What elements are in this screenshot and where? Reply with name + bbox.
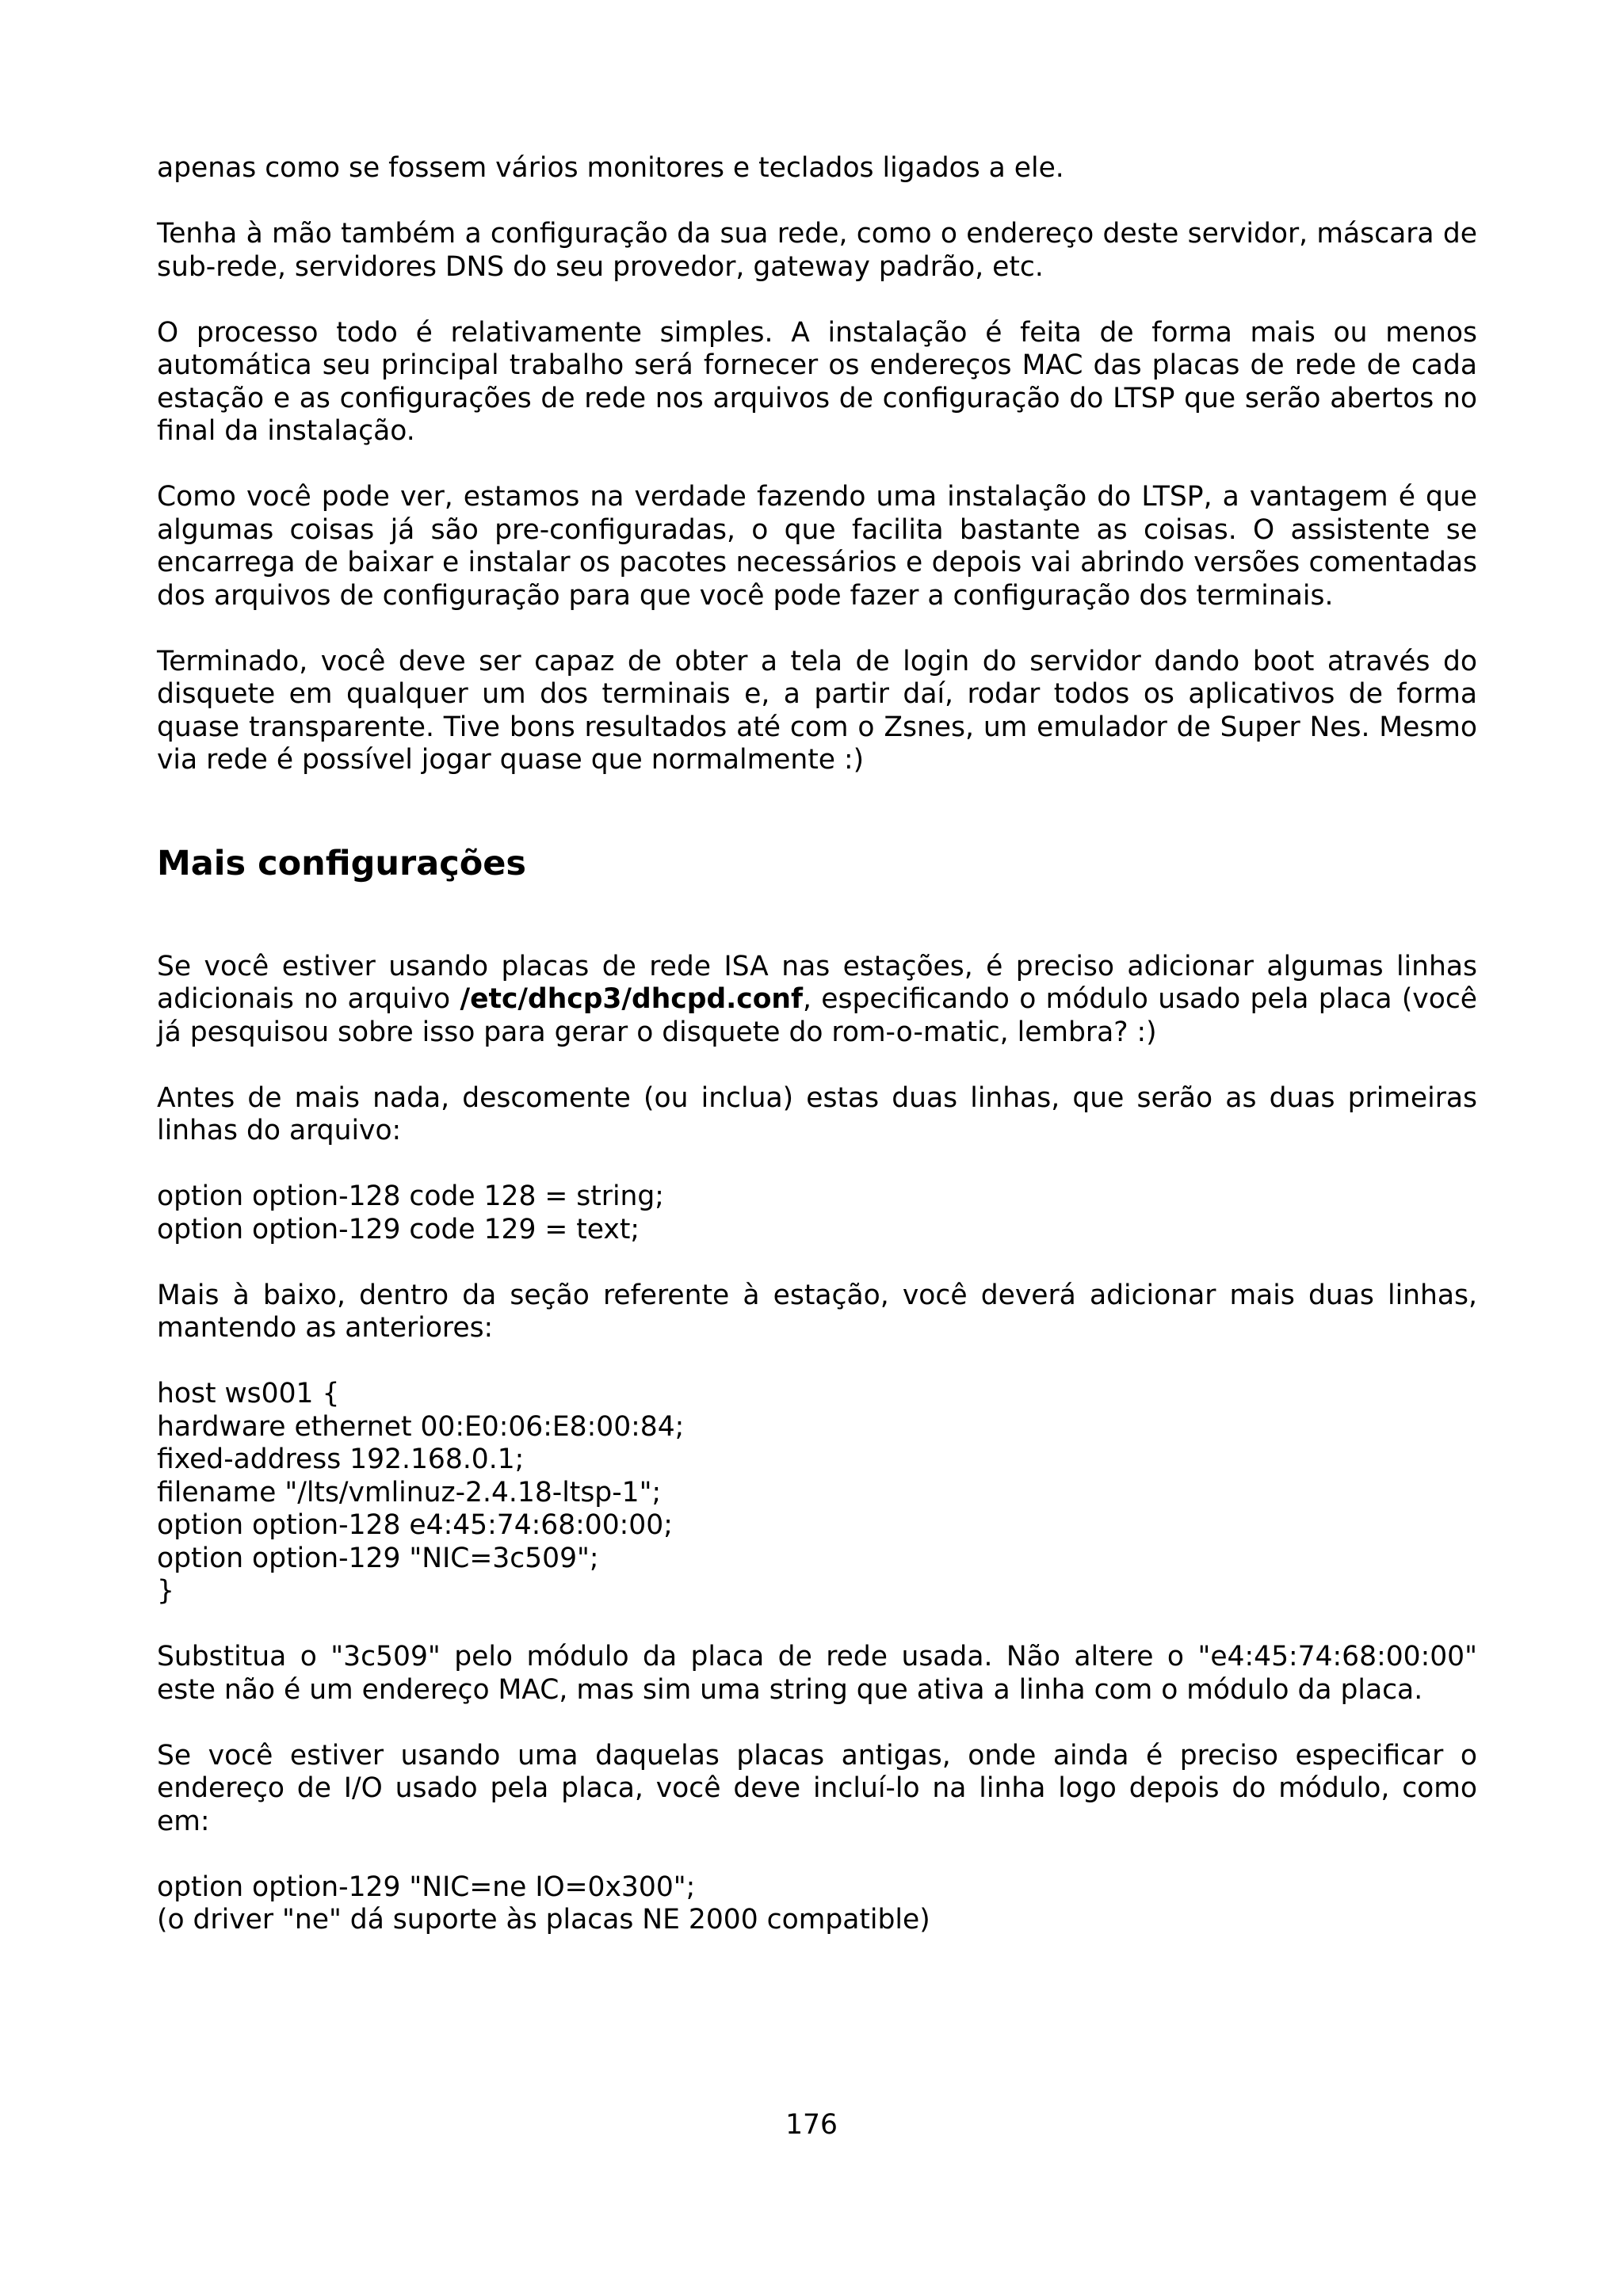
code-line: host ws001 { <box>157 1378 340 1409</box>
code-line: option option-129 code 129 = text; <box>157 1213 640 1245</box>
paragraph-6 <box>157 951 1477 1050</box>
paragraph-10: Se você estiver usando uma daquelas placas antigas, onde ainda é preciso especificar o endereço de I/O usado pela placa, você deve incluí-lo na linha logo depois do módulo, como em: <box>157 1739 1477 1837</box>
document-page <box>157 152 1477 1970</box>
paragraph-9: Substitua o "3c509" pelo módulo da placa de rede usada. Não altere o "e4:45:74:68:00:00" este não é um endereço MAC, mas sim uma string que ativa a linha com o módulo da placa. <box>157 1641 1477 1706</box>
code-block-io <box>157 1871 1477 1937</box>
code-line: fixed-address 192.168.0.1; <box>157 1444 525 1475</box>
page-number: 176 <box>785 2109 838 2141</box>
code-line: filename "/lts/vmlinuz-2.4.18-ltsp-1"; <box>157 1476 662 1508</box>
paragraph-7: Antes de mais nada, descomente (ou inclua) estas duas linhas, que serão as duas primeiras linhas do arquivo: <box>157 1081 1477 1146</box>
paragraph-2: Tenha à mão também a configuração da sua rede, como o endereço deste servidor, máscara de sub-rede, servidores DNS do seu provedor, gateway padrão, etc. <box>157 218 1477 283</box>
code-block-host <box>157 1378 1477 1608</box>
code-block-options <box>157 1180 1477 1246</box>
code-line: option option-128 e4:45:74:68:00:00; <box>157 1509 673 1541</box>
code-line: option option-128 code 128 = string; <box>157 1180 664 1212</box>
config-file-path: /etc/dhcp3/dhcpd.conf <box>460 983 803 1015</box>
paragraph-4: Como você pode ver, estamos na verdade fazendo uma instalação do LTSP, a vantagem é que algumas coisas já são pre-configuradas, o que facilita bastante as coisas. O assistente se encarrega de baixar e instalar os pacotes necessários e depois vai abrindo versões comentadas dos arquivos de configuração para que você pode fazer a configuração dos terminais. <box>157 481 1477 612</box>
paragraph-6-text-before: Se você estiver usando placas de rede ISA nas estações, é preciso adicionar algumas linhas adicionais no arquivo <box>157 950 1477 1015</box>
section-heading: Mais configurações <box>157 843 527 883</box>
code-line: option option-129 "NIC=3c509"; <box>157 1542 599 1574</box>
paragraph-5: Terminado, você deve ser capaz de obter a tela de login do servidor dando boot através do disquete em qualquer um dos terminais e, a partir daí, rodar todos os aplicativos de forma quase transparente. Tive bons resultados até com o Zsnes, um emulador de Super Nes. Mesmo via rede é possível jogar quase que normalmente :) <box>157 645 1477 776</box>
code-line: hardware ethernet 00:E0:06:E8:00:84; <box>157 1410 685 1443</box>
paragraph-8: Mais à baixo, dentro da seção referente à estação, você deverá adicionar mais duas linhas, mantendo as anteriores: <box>157 1279 1477 1344</box>
code-line: (o driver "ne" dá suporte às placas NE 2000 compatible) <box>157 1904 930 1936</box>
code-line: option option-129 "NIC=ne IO=0x300"; <box>157 1871 696 1903</box>
paragraph-3: O processo todo é relativamente simples. A instalação é feita de forma mais ou menos automática seu principal trabalho será fornecer os endereços MAC das placas de rede de cada estação e as configurações de rede nos arquivos de configuração do LTSP que serão abertos no final da instalação. <box>157 316 1477 447</box>
paragraph-1: apenas como se fossem vários monitores e teclados ligados a ele. <box>157 152 1064 184</box>
code-line: } <box>157 1575 174 1607</box>
paragraph-6-text-after: , especificando o módulo usado pela placa (você já pesquisou sobre isso para gerar o disquete do rom-o-matic, lembra? :) <box>157 983 1478 1048</box>
